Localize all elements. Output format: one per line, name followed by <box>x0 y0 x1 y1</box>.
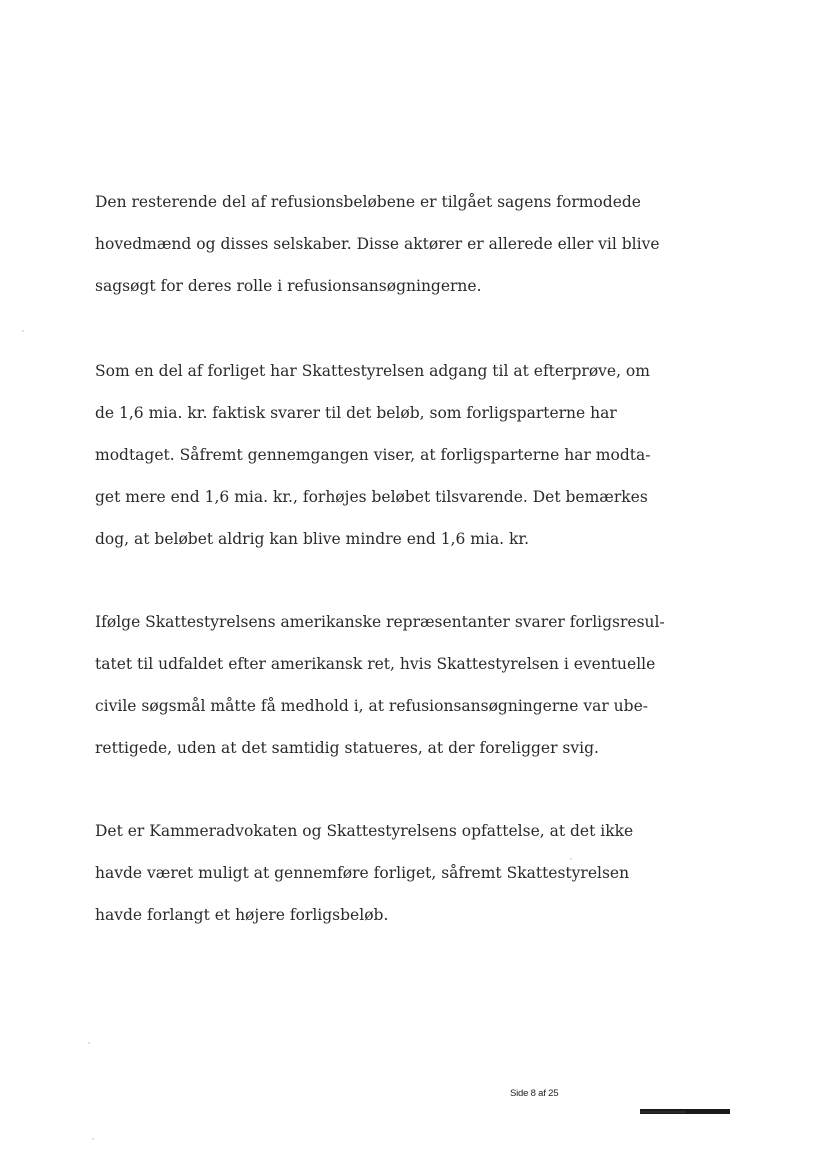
paragraph-line: Ifølge Skattestyrelsens amerikanske repræsentanter svarer forligsresul- <box>95 613 665 631</box>
scan-speck <box>88 1042 90 1044</box>
paragraph-line: tatet til udfaldet efter amerikansk ret, hvis Skattestyrelsen i eventuelle <box>95 655 656 673</box>
paragraph-line: dog, at beløbet aldrig kan blive mindre end 1,6 mia. kr. <box>95 530 530 548</box>
scan-speck <box>92 1138 94 1140</box>
paragraph-line: de 1,6 mia. kr. faktisk svarer til det beløb, som forligsparterne har <box>95 404 617 422</box>
paragraph-line: Det er Kammeradvokaten og Skattestyrelsens opfattelse, at det ikke <box>95 822 634 840</box>
paragraph-line: havde været muligt at gennemføre forliget, såfremt Skattestyrelsen <box>95 864 630 882</box>
paragraph-line: civile søgsmål måtte få medhold i, at refusionsansøgningerne var ube- <box>95 697 648 715</box>
scan-speck <box>22 330 24 332</box>
paragraph-line: Den resterende del af refusionsbeløbene er tilgået sagens formodede <box>95 193 641 211</box>
paragraph-line: rettigede, uden at det samtidig statueres, at der foreligger svig. <box>95 739 599 757</box>
paragraph-line: sagsøgt for deres rolle i refusionsansøgningerne. <box>95 277 482 295</box>
paragraph-line: Som en del af forliget har Skattestyrelsen adgang til at efterprøve, om <box>95 362 650 380</box>
paragraph-line: modtaget. Såfremt gennemgangen viser, at forligsparterne har modta- <box>95 446 651 464</box>
paragraph-line: get mere end 1,6 mia. kr., forhøjes beløbet tilsvarende. Det bemærkes <box>95 488 648 506</box>
scan-speck <box>570 858 572 860</box>
page-number: Side 8 af 25 <box>510 1088 559 1099</box>
footer-rule-thin <box>640 1111 686 1113</box>
paragraph-line: havde forlangt et højere forligsbeløb. <box>95 906 389 924</box>
paragraph-line: hovedmænd og disses selskaber. Disse aktører er allerede eller vil blive <box>95 235 660 253</box>
